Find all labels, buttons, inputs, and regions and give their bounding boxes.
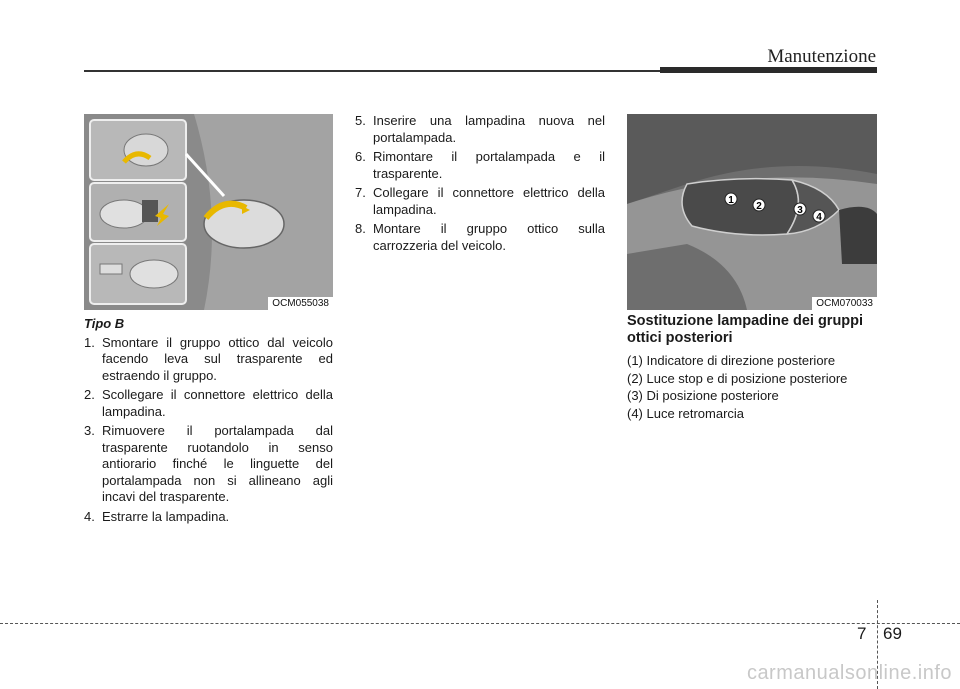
svg-text:4: 4 (816, 212, 822, 223)
svg-text:3: 3 (797, 205, 803, 216)
step-item (84, 423, 333, 506)
step-item (84, 509, 333, 526)
step-item (355, 113, 605, 146)
step-text: Inserire una lampadina nuova nel portalampada. (373, 113, 605, 145)
legend-item: (4) Luce retromarcia (627, 405, 745, 421)
step-text: Collegare il connettore elettrico della lampadina. (373, 185, 605, 217)
step-item (355, 149, 605, 182)
figure-code: OCM070033 (812, 297, 877, 310)
step-number: 1. (84, 334, 95, 350)
page-header-title: Manutenzione (767, 46, 876, 67)
step-text: Estrarre la lampadina. (102, 508, 230, 524)
figure-code: OCM055038 (268, 297, 333, 310)
step-text: Rimontare il portalampada e il trasparente. (373, 149, 605, 181)
section-title: Sostituzione lampadine dei gruppi ottici posteriori (627, 313, 864, 346)
header-rule-accent (660, 67, 877, 73)
step-number: 2. (84, 387, 95, 402)
step-number: 6. (355, 149, 366, 164)
step-number: 8. (355, 221, 366, 236)
step-text: Smontare il gruppo ottico dal veicolo facendo leva sul trasparente ed estraendo il gruppo. (102, 334, 333, 383)
step-item (84, 335, 333, 385)
svg-text:2: 2 (756, 201, 762, 212)
right-column (627, 313, 877, 423)
svg-text:1: 1 (728, 195, 734, 206)
step-item (355, 221, 605, 254)
figure-caption: Tipo B (84, 316, 125, 331)
step-number: 3. (84, 423, 95, 438)
side-lamp-illustration (84, 114, 333, 310)
watermark: carmanualsonline.info (746, 662, 952, 684)
rear-lamp-figure (627, 114, 877, 310)
step-item (84, 387, 333, 420)
legend-item: (3) Di posizione posteriore (627, 388, 779, 403)
step-text: Rimuovere il portalampada dal trasparente ruotandolo in senso antiorario finché le linguette del portalampada non si allineano agli incavi del trasparente. (102, 423, 333, 504)
step-number: 5. (355, 113, 366, 128)
step-number: 4. (84, 508, 95, 524)
step-number: 7. (355, 185, 366, 200)
chapter-number: 7 (857, 624, 867, 643)
legend-item: (2) Luce stop e di posizione posteriore (627, 370, 848, 386)
step-text: Montare il gruppo ottico sulla carrozzeria del veicolo. (373, 221, 605, 253)
side-lamp-figure (84, 114, 333, 310)
header-rule (84, 70, 664, 72)
left-column (84, 316, 333, 528)
page-number: 69 (883, 624, 902, 643)
footer-rule (0, 623, 960, 624)
middle-column (355, 113, 605, 257)
step-item (355, 185, 605, 218)
legend-item: (1) Indicatore di direzione posteriore (627, 353, 836, 368)
step-text: Scollegare il connettore elettrico della lampadina. (102, 387, 333, 419)
rear-lamp-illustration (627, 114, 877, 310)
